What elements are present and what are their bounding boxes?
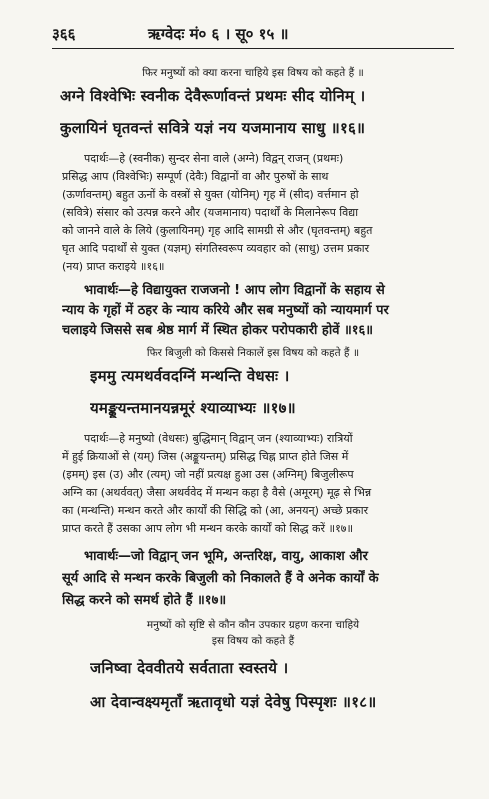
verse-line: इममु त्यमथर्ववदग्निं मन्थन्ति वेधसः । bbox=[90, 367, 290, 385]
padartha-line: को जानने वाले के लिये (कुलायिनम्) गृह आदि सामग्री से और (घृतवन्तम्) बहुत bbox=[62, 224, 373, 237]
verse-line: आ देवान्वक्ष्यमृताँ ऋतावृधो यज्ञं देवेषु पिस्पृशः ॥१८॥ bbox=[90, 693, 377, 711]
verse-line: जनिष्वा देववीतये सर्वताता स्वस्तये । bbox=[90, 659, 289, 677]
padartha-line: प्राप्त करते हैं उसका आप लोग भी मन्थन करके कार्यों को सिद्ध करें ॥१७॥ bbox=[62, 522, 354, 535]
section-intro: इस विषय को कहते हैं bbox=[211, 635, 295, 647]
verse-line: यमङ्कूयन्तमानयन्नमूरं श्याव्याभ्यः ॥१७॥ bbox=[90, 399, 296, 417]
verse-line: कुलायिनं घृतवन्तं सवित्रे यज्ञं नय यजमानाय साधु ॥१६॥ bbox=[60, 119, 366, 137]
padartha-line: (सवित्रे) संसार को उत्पन्न करने और (यजमानाय) पदार्थों के मिलानेरूप विद्या bbox=[62, 206, 359, 219]
padartha-line: पदार्थः—हे मनुष्यो (वेधसः) बुद्धिमान् विद्वान् जन (श्याव्याभ्यः) रात्रियों bbox=[84, 432, 353, 445]
section-intro: फिर मनुष्यों को क्या करना चाहिये इस विषय को कहते हैं ॥ bbox=[142, 67, 364, 79]
padartha-line: (इमम्) इस (उ) और (त्यम्) जो नहीं प्रत्यक्ष हुआ उस (अग्निम्) बिजुलीरूप bbox=[62, 468, 354, 481]
padartha-line: का (मन्थन्ति) मन्थन करते और कार्यों की सिद्धि को (आ, अनयन्) अच्छे प्रकार bbox=[62, 504, 369, 517]
section-intro: मनुष्यों को सृष्टि से कौन कौन उपकार ग्रहण करना चाहिये bbox=[146, 619, 360, 631]
padartha-line: अग्नि का (अथर्ववत्) जैसा अथर्ववेद में मन्थन कहा है वैसे (अमूरम्) मूढ़ से भिन्न bbox=[62, 486, 372, 499]
padartha-line: (ऊर्णावन्तम्) बहुत ऊनों के वस्त्रों से युक्त (योनिम्) गृह में (सीद) वर्त्तमान हो bbox=[62, 188, 359, 201]
bhavartha-line: सूर्य आदि से मन्थन करके बिजुली को निकालते हैं वे अनेक कार्यों के bbox=[62, 571, 379, 586]
bhavartha-line: भावार्थः—हे विद्यायुक्त राजजनो ! आप लोग विद्वानों के सहाय से bbox=[84, 283, 385, 298]
page-header bbox=[52, 24, 452, 46]
bhavartha-line: भावार्थः—जो विद्वान् जन भूमि, अन्तरिक्ष, वायु, आकाश और bbox=[84, 549, 368, 564]
padartha-line: (नय) प्राप्त कराइये ॥१६॥ bbox=[62, 260, 165, 273]
running-title: ऋग्वेदः मं० ६ । सू० १५ ॥ bbox=[148, 25, 289, 43]
bhavartha-line: न्याय के गृहों में ठहर के न्याय करिये और सब मनुष्यों को न्यायमार्ग पर bbox=[62, 303, 389, 318]
bhavartha-line: सिद्ध करने को समर्थ होते हैं ॥१७॥ bbox=[62, 593, 227, 608]
padartha-line: में हुई क्रियाओं से (यम्) जिस (अङ्कूयन्तम्) प्रसिद्ध चिह्न प्राप्त होते जिस में bbox=[62, 450, 349, 463]
page-number: ३६६ bbox=[52, 25, 76, 43]
padartha-line: घृत आदि पदार्थों से युक्त (यज्ञम्) संगतिस्वरूप व्यवहार को (साधु) उत्तम प्रकार bbox=[62, 242, 370, 255]
bhavartha-line: चलाइये जिससे सब श्रेष्ठ मार्ग में स्थित होकर परोपकारी होवें ॥१६॥ bbox=[62, 323, 374, 338]
header-rule bbox=[52, 48, 454, 49]
section-intro: फिर बिजुली को किससे निकालें इस विषय को कहते हैं ॥ bbox=[146, 347, 360, 359]
padartha-line: प्रसिद्ध आप (विश्वेभिः) सम्पूर्ण (देवैः) विद्वानों वा और पुरुषों के साथ bbox=[62, 170, 329, 183]
padartha-line: पदार्थः—हे (स्वनीक) सुन्दर सेना वाले (अग्ने) विद्वन् राजन् (प्रथमः) bbox=[84, 152, 344, 165]
verse-line: अग्ने विश्वेभिः स्वनीक देवैरूर्णावन्तं प्रथमः सीद योनिम् । bbox=[60, 87, 366, 105]
